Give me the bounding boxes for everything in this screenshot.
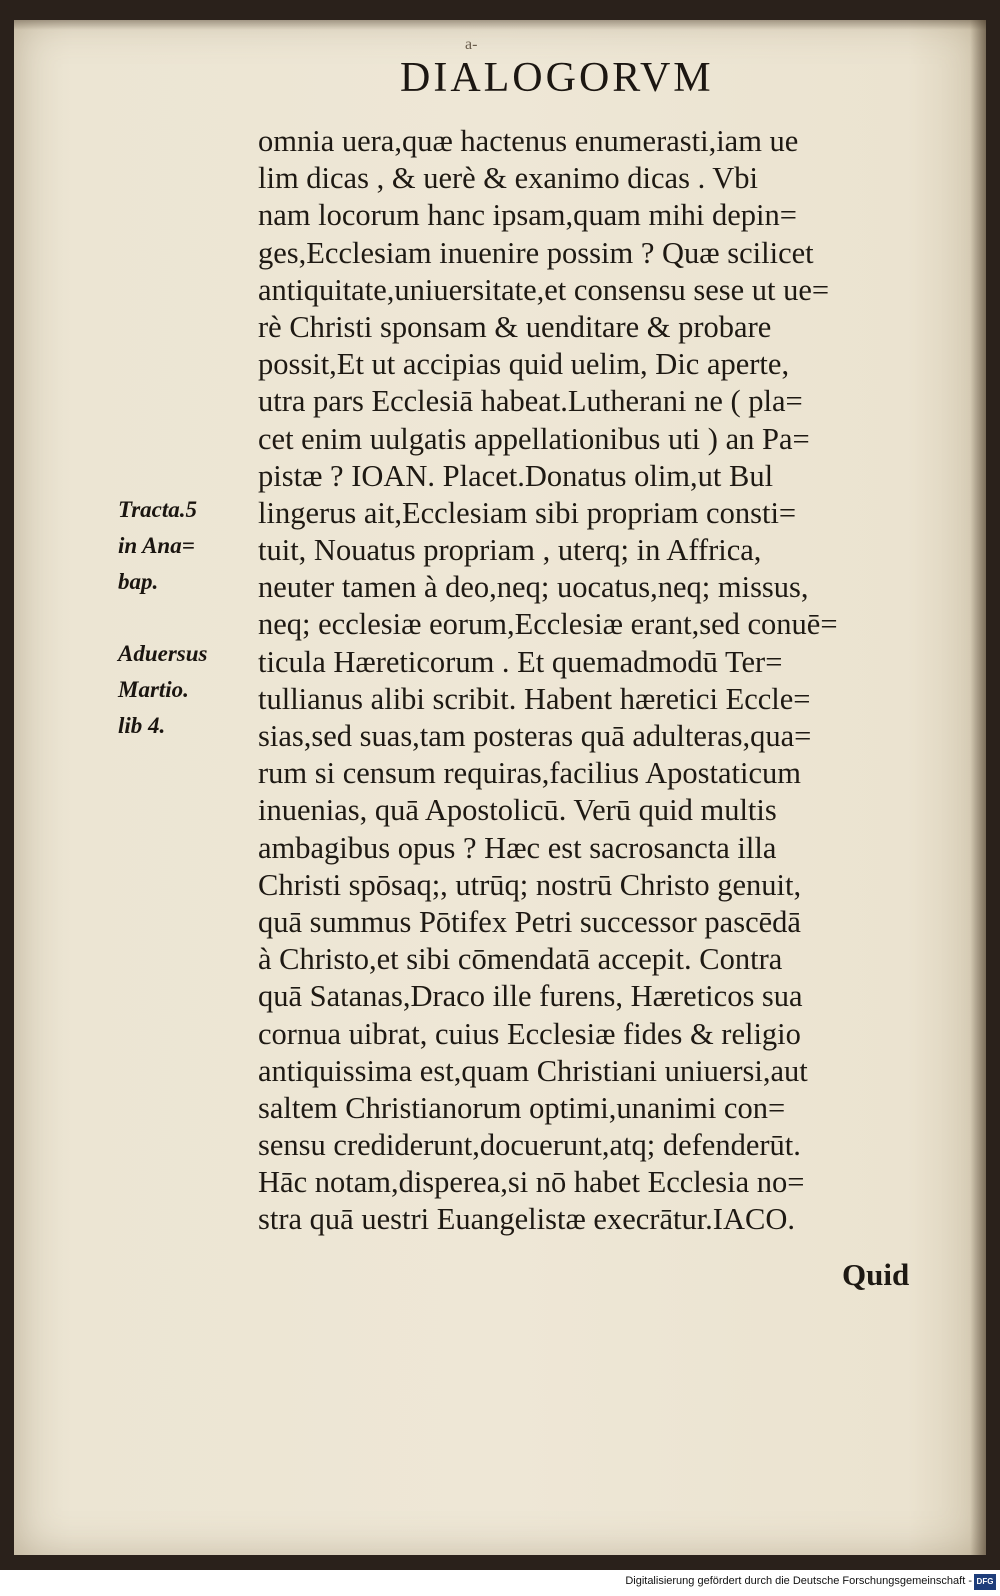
text-line: pistæ ? IOAN. Placet.Donatus olim,ut Bul bbox=[258, 458, 774, 493]
text-line: ticula Hæreticorum . Et quemadmodū Ter= bbox=[258, 644, 783, 679]
text-line: lingerus ait,Ecclesiam sibi propriam consti= bbox=[258, 495, 797, 530]
text-line: lim dicas , & uerè & exanimo dicas . Vbi bbox=[258, 161, 759, 196]
marginal-note-spacer bbox=[118, 600, 248, 636]
text-line: saltem Christianorum optimi,unanimi con= bbox=[258, 1090, 786, 1125]
text-line: possit,Et ut accipias quid uelim, Dic aperte, bbox=[258, 347, 790, 382]
text-line: Christi spōsaq;, utrūq; nostrū Christo genuit, bbox=[258, 867, 802, 902]
page-top-shadow bbox=[14, 20, 986, 30]
dfg-logo-icon: DFG bbox=[974, 1574, 996, 1590]
text-line: neuter tamen à deo,neq; uocatus,neq; missus, bbox=[258, 570, 809, 605]
running-head: DIALOGORVM bbox=[400, 55, 714, 101]
text-line: rè Christi sponsam & uenditare & probare bbox=[258, 309, 772, 344]
text-line: ambagibus opus ? Hæc est sacrosancta illa bbox=[258, 830, 777, 865]
text-line: cornua uibrat, cuius Ecclesiæ fides & religio bbox=[258, 1016, 801, 1051]
marginal-note: Aduersus bbox=[118, 641, 208, 666]
catchword: Quid bbox=[842, 1257, 910, 1292]
text-line: inuenias, quā Apostolicū. Verū quid multis bbox=[258, 793, 777, 828]
marginal-note: in Ana= bbox=[118, 533, 195, 558]
text-line: omnia uera,quæ hactenus enumerasti,iam ue bbox=[258, 124, 799, 158]
text-line: antiquitate,uniuersitate,et consensu sese ut ue= bbox=[258, 272, 830, 307]
text-line: sensu crediderunt,docuerunt,atq; defenderūt. bbox=[258, 1128, 801, 1163]
digitization-credit: Digitalisierung gefördert durch die Deutsche Forschungsgemeinschaft - bbox=[625, 1575, 972, 1587]
text-line: à Christo,et sibi cōmendatā accepit. Contra bbox=[258, 942, 783, 977]
text-line: antiquissima est,quam Christiani uniuersi,aut bbox=[258, 1053, 808, 1088]
text-line: Hāc notam,disperea,si nō habet Ecclesia no= bbox=[258, 1165, 805, 1200]
marginal-note: lib 4. bbox=[118, 713, 166, 738]
text-line: sias,sed suas,tam posteras quā adulteras,qua= bbox=[258, 719, 812, 753]
marginal-notes bbox=[118, 492, 248, 744]
marginal-note: bap. bbox=[118, 569, 159, 594]
page-right-edge bbox=[970, 20, 986, 1555]
text-line: neq; ecclesiæ eorum,Ecclesiæ erant,sed conuē= bbox=[258, 607, 838, 642]
text-line: ges,Ecclesiam inuenire possim ? Quæ scilicet bbox=[258, 235, 814, 270]
text-line: rum si censum requiras,facilius Apostaticum bbox=[258, 756, 801, 791]
marginal-note: Tracta.5 bbox=[118, 497, 197, 522]
text-line: quā Satanas,Draco ille furens, Hæreticos sua bbox=[258, 979, 803, 1014]
signature-mark: a- bbox=[465, 36, 478, 53]
text-line: nam locorum hanc ipsam,quam mihi depin= bbox=[258, 198, 797, 233]
text-line: tuit, Nouatus propriam , uterq; in Affrica, bbox=[258, 533, 762, 568]
text-line: cet enim uulgatis appellationibus uti ) an Pa= bbox=[258, 421, 810, 456]
text-line: utra pars Ecclesiā habeat.Lutherani ne ( pla= bbox=[258, 384, 803, 419]
text-line: quā summus Pōtifex Petri successor pascēdā bbox=[258, 904, 801, 939]
marginal-note: Martio. bbox=[118, 677, 189, 702]
text-line: stra quā uestri Euangelistæ execrātur.IACO. bbox=[258, 1202, 795, 1237]
text-line: tullianus alibi scribit. Habent hæretici Eccle= bbox=[258, 681, 811, 716]
footer-bar bbox=[0, 1570, 1000, 1596]
body-text bbox=[258, 123, 948, 1239]
